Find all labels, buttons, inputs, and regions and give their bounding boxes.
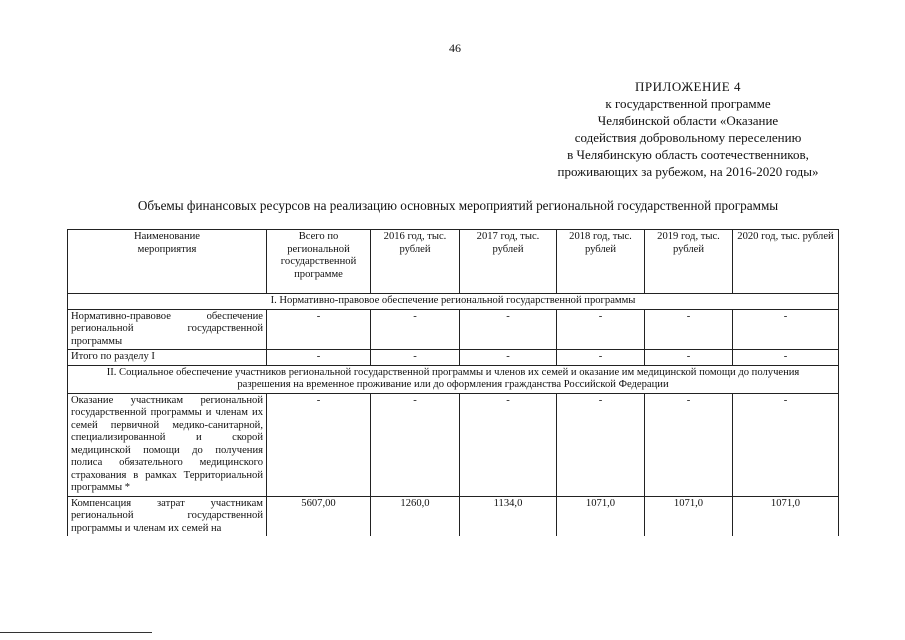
appendix-header [523,78,853,180]
subtotal-label: Итого по разделу I [68,350,267,366]
activity-name: Оказание участникам региональной государственной программы и членам их семей первичной медико-санитарной, специализированной и скорой медицинской помощи до получения полиса обязательного медицинского страхования в рамках Территориальной программы * [68,393,267,496]
financial-resources-table [67,229,839,536]
value-2017: - [460,309,557,350]
value-2019: - [645,350,733,366]
appendix-line: Челябинской области «Оказание [597,113,779,128]
appendix-heading: ПРИЛОЖЕНИЕ 4 [635,79,741,94]
value-2020: - [733,309,839,350]
value-2020: - [733,393,839,496]
section-heading: II. Социальное обеспечение участников региональной государственной программы и членов их семей и оказание им медицинской помощи до получения разрешения на временное проживание или до оформления гражданства Российской Федерации [68,365,839,393]
value-2017: - [460,393,557,496]
table-row [68,393,839,496]
appendix-line: проживающих за рубежом, на 2016-2020 годы» [557,164,819,179]
header-cell: Наименование мероприятия [68,230,267,294]
appendix-line: содействия добровольному переселению [574,130,802,145]
table-header-row [68,230,839,294]
value-total: - [267,309,371,350]
value-2017: 1134,0 [460,496,557,536]
page-number: 46 [449,41,461,55]
activity-name: Нормативно-правовое обеспечение региональной государственной программы [68,309,267,350]
value-total: - [267,393,371,496]
value-2020: - [733,350,839,366]
table-row [68,496,839,536]
value-2019: - [645,393,733,496]
value-2019: - [645,309,733,350]
header-cell: 2020 год, тыс. рублей [733,230,839,294]
section-heading: I. Нормативно-правовое обеспечение региональной государственной программы [68,294,839,310]
activity-name: Компенсация затрат участникам региональной государственной программы и членам их семей на [68,496,267,536]
footnote-separator [0,632,152,633]
appendix-line: к государственной программе [605,96,771,111]
value-2016: - [371,309,460,350]
header-cell: 2018 год, тыс. рублей [557,230,645,294]
value-2016: - [371,350,460,366]
header-cell: 2019 год, тыс. рублей [645,230,733,294]
appendix-line: в Челябинскую область соотечественников, [567,147,809,162]
value-2018: - [557,309,645,350]
value-2018: - [557,350,645,366]
table-row [68,309,839,350]
value-2016: 1260,0 [371,496,460,536]
header-cell: Всего по региональной государственной программе [267,230,371,294]
subtotal-row [68,350,839,366]
value-2016: - [371,393,460,496]
value-2017: - [460,350,557,366]
table-title: Объемы финансовых ресурсов на реализацию основных мероприятий региональной государственной программы [137,198,779,213]
value-2019: 1071,0 [645,496,733,536]
header-cell: 2016 год, тыс. рублей [371,230,460,294]
value-2020: 1071,0 [733,496,839,536]
section-row [68,365,839,393]
header-cell: 2017 год, тыс. рублей [460,230,557,294]
section-row [68,294,839,310]
value-total: - [267,350,371,366]
value-total: 5607,00 [267,496,371,536]
value-2018: 1071,0 [557,496,645,536]
value-2018: - [557,393,645,496]
